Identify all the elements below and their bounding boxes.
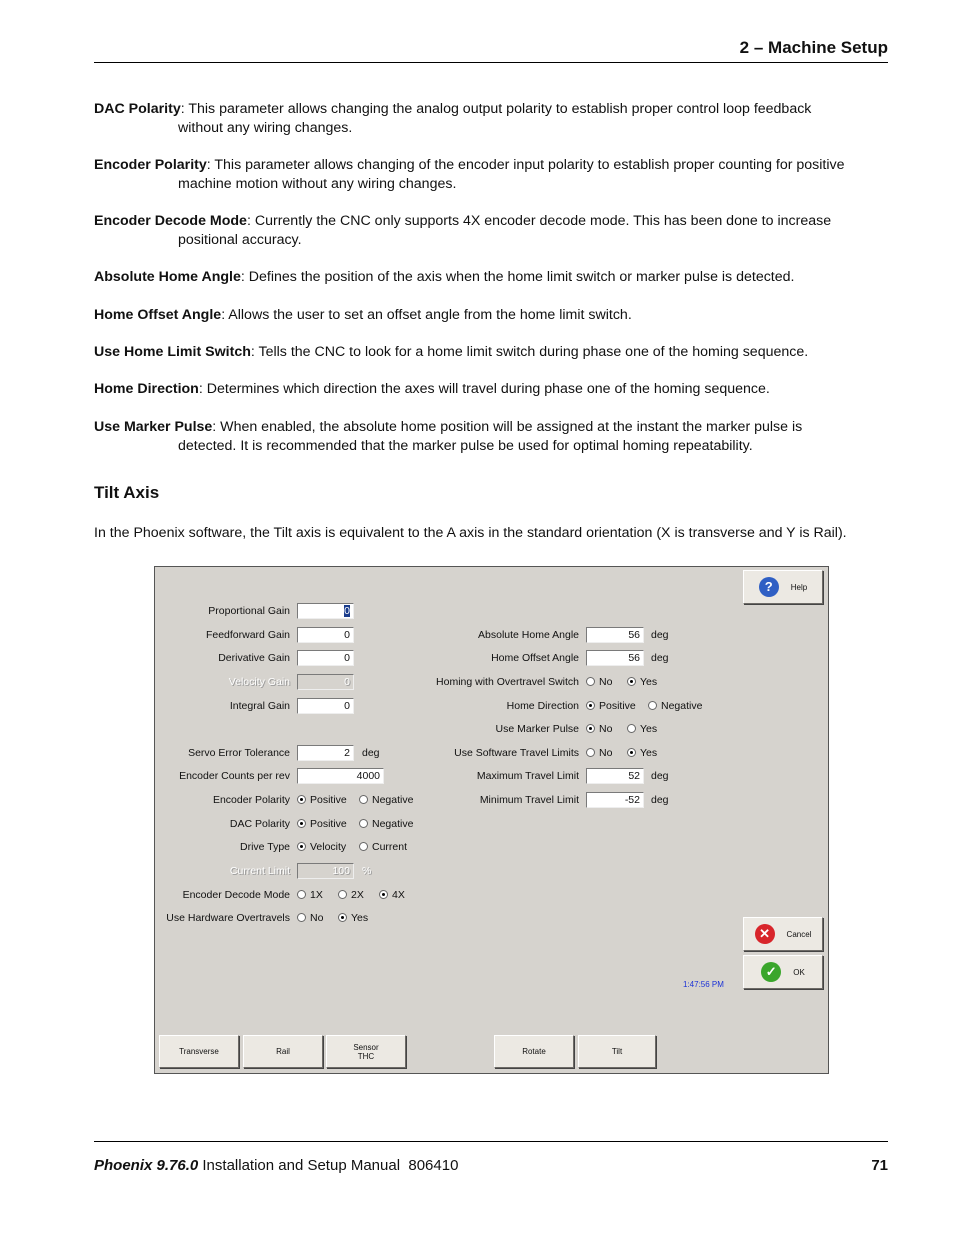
- param-use-home-limit-switch: Use Home Limit Switch: Tells the CNC to look for a home limit switch during phase one of the homing sequence.: [94, 344, 809, 360]
- max-travel-label: Maximum Travel Limit: [476, 770, 579, 782]
- drive-type-velocity-radio[interactable]: Velocity: [297, 841, 346, 853]
- dac-polarity-negative-radio[interactable]: Negative: [359, 818, 413, 830]
- max-travel-field[interactable]: 52: [586, 768, 644, 784]
- abs-home-angle-label: Absolute Home Angle: [478, 629, 579, 641]
- page-number: 71: [871, 1157, 888, 1174]
- hw-overtravels-no-radio[interactable]: No: [297, 912, 323, 924]
- marker-pulse-yes-radio[interactable]: Yes: [627, 723, 657, 735]
- homing-overtravel-label: Homing with Overtravel Switch: [436, 676, 579, 688]
- home-offset-angle-unit: deg: [651, 652, 669, 664]
- current-limit-unit: %: [362, 865, 372, 877]
- encoder-decode-2x-radio[interactable]: 2X: [338, 889, 364, 901]
- servo-error-unit: deg: [362, 747, 380, 759]
- derivative-gain-label: Derivative Gain: [218, 652, 290, 664]
- min-travel-field[interactable]: -52: [586, 792, 644, 808]
- hw-overtravels-label: Use Hardware Overtravels: [166, 912, 290, 924]
- cancel-button[interactable]: ✕ Cancel: [743, 917, 823, 951]
- tab-tilt[interactable]: Tilt: [578, 1035, 656, 1068]
- home-offset-angle-field[interactable]: 56: [586, 650, 644, 666]
- current-limit-label: Current Limit: [229, 865, 290, 877]
- tab-rail[interactable]: Rail: [243, 1035, 323, 1068]
- velocity-gain-field: 0: [297, 674, 354, 690]
- homing-overtravel-yes-radio[interactable]: Yes: [627, 676, 657, 688]
- sw-travel-limits-yes-radio[interactable]: Yes: [627, 747, 657, 759]
- proportional-gain-label: Proportional Gain: [208, 605, 290, 617]
- ok-button[interactable]: ✓ OK: [743, 955, 823, 989]
- param-use-marker-pulse: Use Marker Pulse: When enabled, the absolute home position will be assigned at the instant the marker pulse is detected. It is recommended that the marker pulse be used for optimal homing repeatability.: [94, 419, 803, 454]
- tilt-setup-screenshot: [154, 566, 829, 1074]
- encoder-decode-4x-radio[interactable]: 4X: [379, 889, 405, 901]
- ok-check-icon: ✓: [761, 962, 781, 982]
- intro-text: In the Phoenix software, the Tilt axis is equivalent to the A axis in the standard orientation (X is transverse and Y is Rail).: [94, 525, 847, 541]
- marker-pulse-label: Use Marker Pulse: [495, 723, 579, 735]
- hw-overtravels-yes-radio[interactable]: Yes: [338, 912, 368, 924]
- homing-overtravel-no-radio[interactable]: No: [586, 676, 612, 688]
- servo-error-label: Servo Error Tolerance: [188, 747, 290, 759]
- proportional-gain-field[interactable]: 0: [297, 603, 354, 619]
- dac-polarity-label: DAC Polarity: [229, 818, 290, 830]
- current-limit-field: 100: [297, 863, 354, 879]
- page-footer: [94, 1141, 888, 1174]
- clock-display: 1:47:56 PM: [683, 980, 724, 989]
- encoder-decode-1x-radio[interactable]: 1X: [297, 889, 323, 901]
- feedforward-gain-field[interactable]: 0: [297, 627, 354, 643]
- encoder-counts-label: Encoder Counts per rev: [179, 770, 290, 782]
- param-encoder-decode-mode: Encoder Decode Mode: Currently the CNC only supports 4X encoder decode mode. This has been done to increase positional accuracy.: [94, 213, 832, 248]
- home-direction-positive-radio[interactable]: Positive: [586, 700, 636, 712]
- derivative-gain-field[interactable]: 0: [297, 650, 354, 666]
- param-home-direction: Home Direction: Determines which direction the axes will travel during phase one of the homing sequence.: [94, 381, 770, 397]
- param-dac-polarity: DAC Polarity: This parameter allows changing the analog output polarity to establish proper control loop feedback without any wiring changes.: [94, 101, 812, 136]
- tab-rotate[interactable]: Rotate: [494, 1035, 574, 1068]
- marker-pulse-no-radio[interactable]: No: [586, 723, 612, 735]
- param-encoder-polarity: Encoder Polarity: This parameter allows changing of the encoder input polarity to establish proper counting for positive machine motion without any wiring changes.: [94, 157, 845, 192]
- encoder-polarity-negative-radio[interactable]: Negative: [359, 794, 413, 806]
- home-direction-label: Home Direction: [506, 700, 579, 712]
- chapter-header: 2 – Machine Setup: [94, 38, 888, 63]
- param-home-offset-angle: Home Offset Angle: Allows the user to set an offset angle from the home limit switch.: [94, 307, 632, 323]
- encoder-counts-field[interactable]: 4000: [297, 768, 384, 784]
- feedforward-gain-label: Feedforward Gain: [205, 629, 290, 641]
- integral-gain-field[interactable]: 0: [297, 698, 354, 714]
- drive-type-current-radio[interactable]: Current: [359, 841, 407, 853]
- home-direction-negative-radio[interactable]: Negative: [648, 700, 702, 712]
- abs-home-angle-field[interactable]: 56: [586, 627, 644, 643]
- velocity-gain-label: Velocity Gain: [228, 676, 290, 688]
- home-offset-angle-label: Home Offset Angle: [491, 652, 579, 664]
- sw-travel-limits-no-radio[interactable]: No: [586, 747, 612, 759]
- help-icon: ?: [759, 577, 779, 597]
- min-travel-label: Minimum Travel Limit: [479, 794, 579, 806]
- encoder-polarity-label: Encoder Polarity: [212, 794, 290, 806]
- encoder-decode-label: Encoder Decode Mode: [182, 889, 290, 901]
- cancel-x-icon: ✕: [755, 924, 775, 944]
- min-travel-unit: deg: [651, 794, 669, 806]
- sw-travel-limits-label: Use Software Travel Limits: [454, 747, 579, 759]
- servo-error-field[interactable]: 2: [297, 745, 354, 761]
- integral-gain-label: Integral Gain: [229, 700, 290, 712]
- max-travel-unit: deg: [651, 770, 669, 782]
- product-name: Phoenix 9.76.0: [94, 1157, 199, 1174]
- tab-transverse[interactable]: Transverse: [159, 1035, 239, 1068]
- drive-type-label: Drive Type: [240, 841, 290, 853]
- section-title: Tilt Axis: [94, 483, 160, 502]
- abs-home-angle-unit: deg: [651, 629, 669, 641]
- dac-polarity-positive-radio[interactable]: Positive: [297, 818, 347, 830]
- help-button[interactable]: ? Help: [743, 570, 823, 604]
- tab-sensor-thc[interactable]: Sensor THC: [326, 1035, 406, 1068]
- encoder-polarity-positive-radio[interactable]: Positive: [297, 794, 347, 806]
- manual-title: Installation and Setup Manual 806410: [198, 1157, 459, 1174]
- param-absolute-home-angle: Absolute Home Angle: Defines the position of the axis when the home limit switch or marker pulse is detected.: [94, 269, 795, 285]
